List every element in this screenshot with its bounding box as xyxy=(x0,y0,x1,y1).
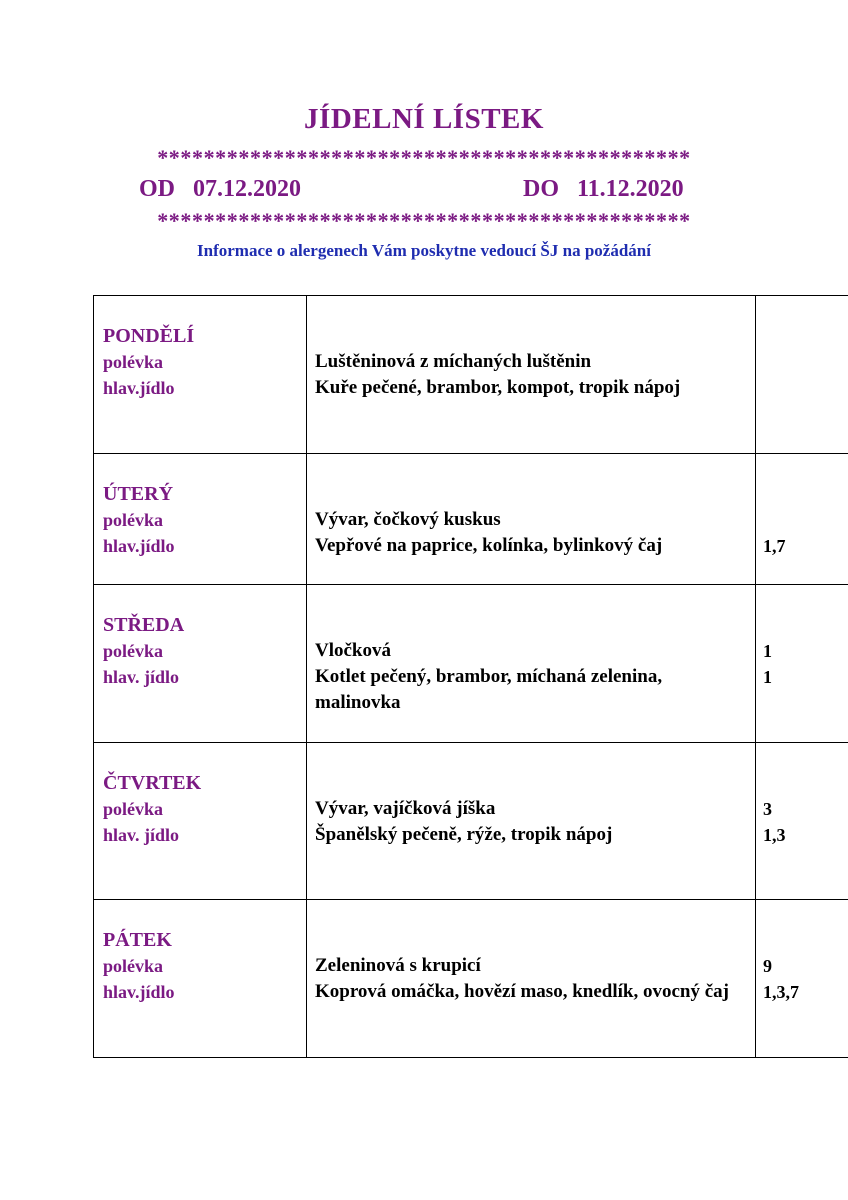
soup-label: polévka xyxy=(103,352,164,372)
soup-text: Vývar, čočkový kuskus xyxy=(315,509,501,530)
main-label: hlav.jídlo xyxy=(103,982,175,1002)
meal-cell xyxy=(307,454,756,585)
menu-row-tuesday xyxy=(94,454,848,585)
menu-row-thursday xyxy=(94,743,848,900)
main-label: hlav.jídlo xyxy=(103,536,175,556)
soup-text: Vločková xyxy=(315,640,391,661)
soup-label: polévka xyxy=(103,799,164,819)
soup-text: Luštěninová z míchaných luštěnin xyxy=(315,351,592,372)
menu-row-monday xyxy=(94,296,848,454)
meal-cell xyxy=(307,585,756,743)
day-name: PÁTEK xyxy=(103,929,172,951)
day-cell xyxy=(94,900,307,1058)
day-cell xyxy=(94,454,307,585)
meal-cell xyxy=(307,296,756,454)
soup-allergens: 3 xyxy=(763,799,772,819)
soup-allergens: 1 xyxy=(763,641,772,661)
day-name: STŘEDA xyxy=(103,614,185,636)
soup-text: Zeleninová s krupicí xyxy=(315,955,481,976)
allergen-cell xyxy=(756,743,848,900)
soup-label: polévka xyxy=(103,956,164,976)
allergen-cell xyxy=(756,585,848,743)
main-text: Vepřové na paprice, kolínka, bylinkový čaj xyxy=(315,535,663,556)
main-label: hlav.jídlo xyxy=(103,378,175,398)
day-name: PONDĚLÍ xyxy=(103,325,195,347)
date-from: OD 07.12.2020 xyxy=(139,176,301,202)
page-title: JÍDELNÍ LÍSTEK xyxy=(304,103,544,135)
main-label: hlav. jídlo xyxy=(103,667,180,687)
main-allergens xyxy=(763,375,848,401)
soup-allergens xyxy=(763,507,848,533)
soup-label: polévka xyxy=(103,510,164,530)
allergen-cell xyxy=(756,296,848,454)
day-cell xyxy=(94,585,307,743)
meal-cell xyxy=(307,900,756,1058)
day-name: ÚTERÝ xyxy=(103,483,174,505)
main-allergens: 1,3 xyxy=(763,825,786,845)
allergen-info-note: Informace o alergenech Vám poskytne vedoucí ŠJ na požádání xyxy=(197,241,651,260)
star-divider-bottom: ********************************************** xyxy=(157,208,691,233)
main-text: Španělský pečeně, rýže, tropik nápoj xyxy=(315,824,613,845)
menu-table xyxy=(93,295,848,1058)
soup-text: Vývar, vajíčková jíška xyxy=(315,798,496,819)
main-allergens: 1,3,7 xyxy=(763,982,799,1002)
date-to: DO 11.12.2020 xyxy=(523,176,684,202)
main-text: Koprová omáčka, hovězí maso, knedlík, ovocný čaj xyxy=(315,981,729,1002)
menu-row-friday xyxy=(94,900,848,1058)
day-name: ČTVRTEK xyxy=(103,772,202,794)
star-divider-top: ********************************************** xyxy=(157,145,691,170)
allergen-cell xyxy=(756,454,848,585)
main-text: Kuře pečené, brambor, kompot, tropik nápoj xyxy=(315,377,681,398)
meal-cell xyxy=(307,743,756,900)
day-cell xyxy=(94,296,307,454)
day-cell xyxy=(94,743,307,900)
main-allergens: 1 xyxy=(763,667,772,687)
main-allergens: 1,7 xyxy=(763,536,786,556)
soup-label: polévka xyxy=(103,641,164,661)
menu-row-wednesday xyxy=(94,585,848,743)
main-label: hlav. jídlo xyxy=(103,825,180,845)
allergen-cell xyxy=(756,900,848,1058)
soup-allergens: 9 xyxy=(763,956,772,976)
soup-allergens xyxy=(763,349,848,375)
main-text: Kotlet pečený, brambor, míchaná zelenina, malinovka xyxy=(315,666,663,713)
